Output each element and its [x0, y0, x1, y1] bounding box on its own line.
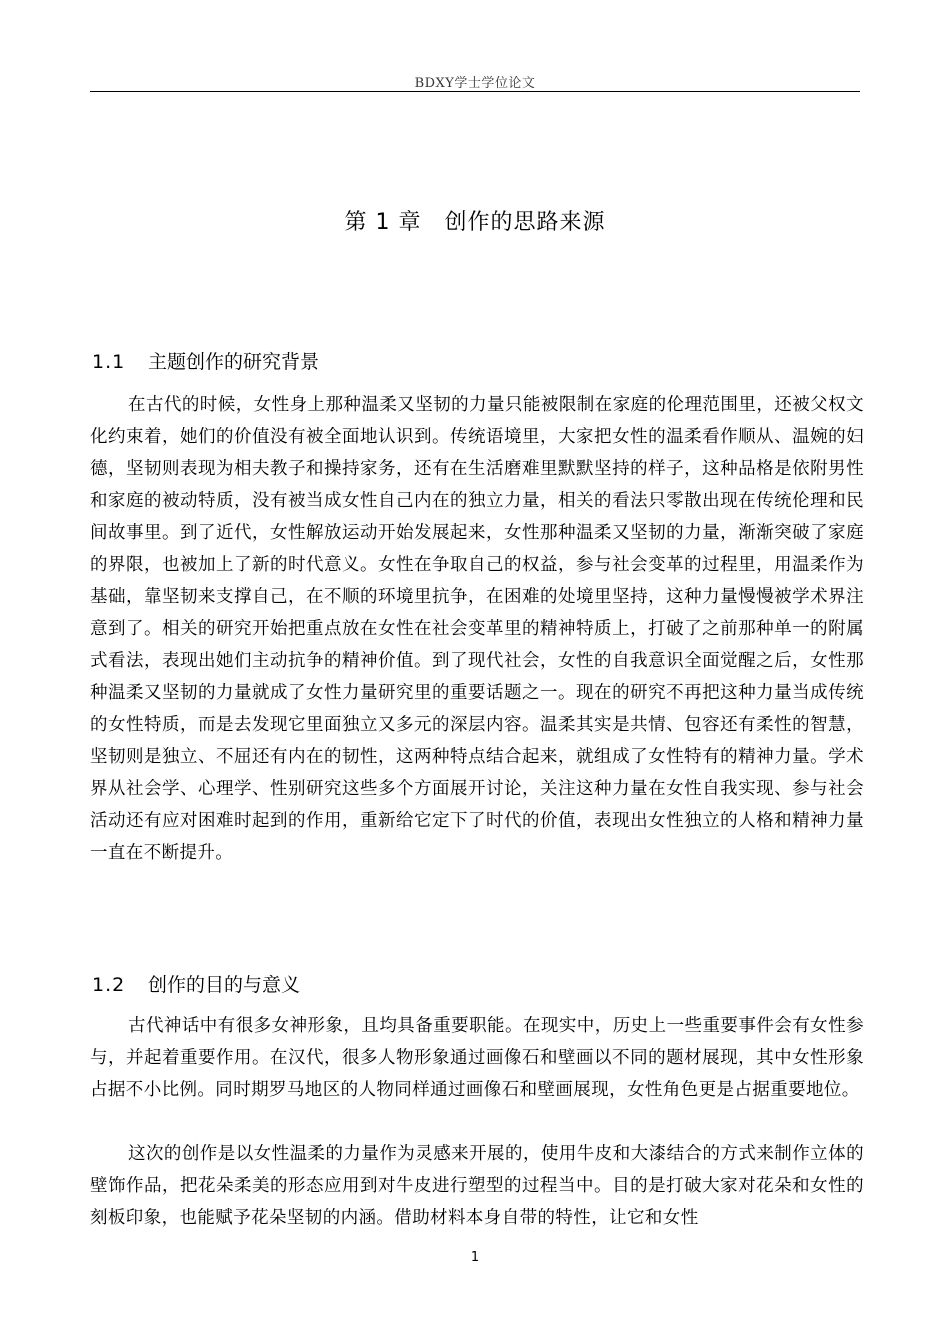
section-number: 1.1 [92, 351, 126, 373]
section-title: 主题创作的研究背景 [148, 351, 320, 373]
section-number: 1.2 [92, 974, 126, 996]
chapter-title: 第 1 章 创作的思路来源 [344, 210, 606, 235]
body-paragraph: 这次的创作是以女性温柔的力量作为灵感来开展的，使用牛皮和大漆结合的方式来制作立体的壁饰作品，把花朵柔美的形态应用到对牛皮进行塑型的过程当中。目的是打破大家对花朵和女性的刻板印象，也能赋予花朵坚韧的内涵。借助材料本身自带的特性，让它和女性 [90, 1144, 864, 1228]
body-paragraph: 在古代的时候，女性身上那种温柔又坚韧的力量只能被限制在家庭的伦理范围里，还被父权文化约束着，她们的价值没有被全面地认识到。传统语境里，大家把女性的温柔看作顺从、温婉的妇德，坚韧则表现为相夫教子和操持家务，还有在生活磨难里默默坚持的样子，这种品格是依附男性和家庭的被动特质，没有被当成女性自己内在的独立力量，相关的看法只零散出现在传统伦理和民间故事里。到了近代，女性解放运动开始发展起来，女性那种温柔又坚韧的力量，渐渐突破了家庭的界限，也被加上了新的时代意义。女性在争取自己的权益，参与社会变革的过程里，用温柔作为基础，靠坚韧来支撑自己，在不顺的环境里抗争，在困难的处境里坚持，这种力量慢慢被学术界注意到了。相关的研究开始把重点放在女性在社会变革里的精神特质上，打破了之前那种单一的附属式看法，表现出她们主动抗争的精神价值。到了现代社会，女性的自我意识全面觉醒之后，女性那种温柔又坚韧的力量就成了女性力量研究里的重要话题之一。现在的研究不再把这种力量当成传统的女性特质，而是去发现它里面独立又多元的深层内容。温柔其实是共情、包容还有柔性的智慧，坚韧则是独立、不屈还有内在的韧性，这两种特点结合起来，就组成了女性特有的精神力量。学术界从社会学、心理学、性别研究这些多个方面展开讨论，关注这种力量在女性自我实现、参与社会活动还有应对困难时起到的作用，重新给它定下了时代的价值，表现出女性独立的人格和精神力量一直在不断提升。 [90, 395, 864, 863]
body-paragraph: 古代神话中有很多女神形象，且均具备重要职能。在现实中，历史上一些重要事件会有女性参与，并起着重要作用。在汉代，很多人物形象通过画像石和壁画以不同的题材展现，其中女性形象占据不小比例。同时期罗马地区的人物同样通过画像石和壁画展现，女性角色更是占据重要地位。 [90, 1016, 864, 1100]
section-heading-1-2 [92, 970, 300, 997]
page-number: 1 [470, 1250, 480, 1265]
running-header: BDXY学士学位论文 [414, 76, 536, 91]
section-heading-1-1 [92, 347, 319, 374]
header-divider [90, 91, 860, 92]
section-title: 创作的目的与意义 [148, 974, 301, 996]
